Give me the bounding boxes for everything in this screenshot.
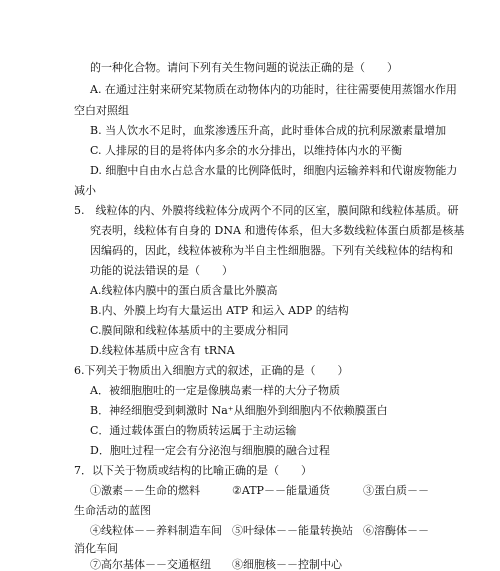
q4-option-d-line1: D. 细胞中自由水占总含水量的比例降低时，细胞内运输养料和代谢废物能力 <box>90 164 458 177</box>
q7-item8: ⑧细胞核－－控制中心 <box>232 558 342 571</box>
q4-option-a-line2: 空白对照组 <box>74 104 129 117</box>
q5-option-b: B.内、外膜上均有大量运出 ATP 和运入 ADP 的结构 <box>90 304 349 317</box>
q4-option-c: C. 人排尿的目的是将体内多余的水分排出，以维持体内水的平衡 <box>90 144 403 157</box>
q4-option-b: B. 当人饮水不足时，血浆渗透压升高，此时垂体合成的抗利尿激素量增加 <box>90 124 447 137</box>
q4-stem-tail: 的一种化合物。请问下列有关生物问题的说法正确的是（ ） <box>90 61 398 74</box>
q6-option-d: D．胞吐过程一定会有分泌泡与细胞膜的融合过程 <box>90 444 330 457</box>
q5-option-d: D.线粒体基质中应含有 tRNA <box>90 344 235 357</box>
q7-item5: ⑤叶绿体－－能量转换站 <box>232 524 353 537</box>
q4-option-d-line2: 减小 <box>74 184 96 197</box>
q5-option-a: A.线粒体内膜中的蛋白质含量比外膜高 <box>90 284 278 297</box>
q7-item6: ⑥溶酶体－－ <box>363 524 429 537</box>
q6-option-b: B．神经细胞受到刺激时 Na⁺从细胞外到细胞内不依赖膜蛋白 <box>90 404 388 417</box>
q6-stem: 6.下列关于物质出入细胞方式的叙述，正确的是（ ） <box>74 364 349 377</box>
q5-stem-line3: 因编码的，因此，线粒体被称为半自主性细胞器。下列有关线粒体的结构和 <box>90 244 453 257</box>
q5-stem-line2: 究表明，线粒体有自身的 DNA 和遗传体系，但大多数线粒体蛋白质都是核基 <box>90 224 465 237</box>
q7-stem: 7．以下关于物质或结构的比喻正确的是（ ） <box>74 464 312 477</box>
q6-option-c: C．通过载体蛋白的物质转运属于主动运输 <box>90 424 297 437</box>
q7-item7: ⑦高尔基体－－交通枢纽 <box>90 558 211 571</box>
q7-item6-continuation: 消化车间 <box>74 542 118 555</box>
q7-item2: ②ATP－－能量通货 <box>232 484 330 497</box>
q5-stem-line4: 功能的说法错误的是（ ） <box>90 264 233 277</box>
q7-item4: ④线粒体－－养料制造车间 <box>90 524 222 537</box>
q5-option-c: C.膜间隙和线粒体基质中的主要成分相同 <box>90 324 289 337</box>
q7-item3: ③蛋白质－－ <box>363 484 429 497</box>
q4-option-a-line1: A. 在通过注射来研究某物质在动物体内的功能时，往往需要使用蒸馏水作用 <box>90 83 457 96</box>
q6-option-a: A．被细胞胞吐的一定是像胰岛素一样的大分子物质 <box>90 384 340 397</box>
q7-item3-continuation: 生命活动的蓝图 <box>74 504 151 517</box>
q5-stem-line1: 5. 线粒体的内、外膜将线粒体分成两个不同的区室，膜间隙和线粒体基质。研 <box>74 204 459 217</box>
q7-item1: ①激素－－生命的燃料 <box>90 484 200 497</box>
